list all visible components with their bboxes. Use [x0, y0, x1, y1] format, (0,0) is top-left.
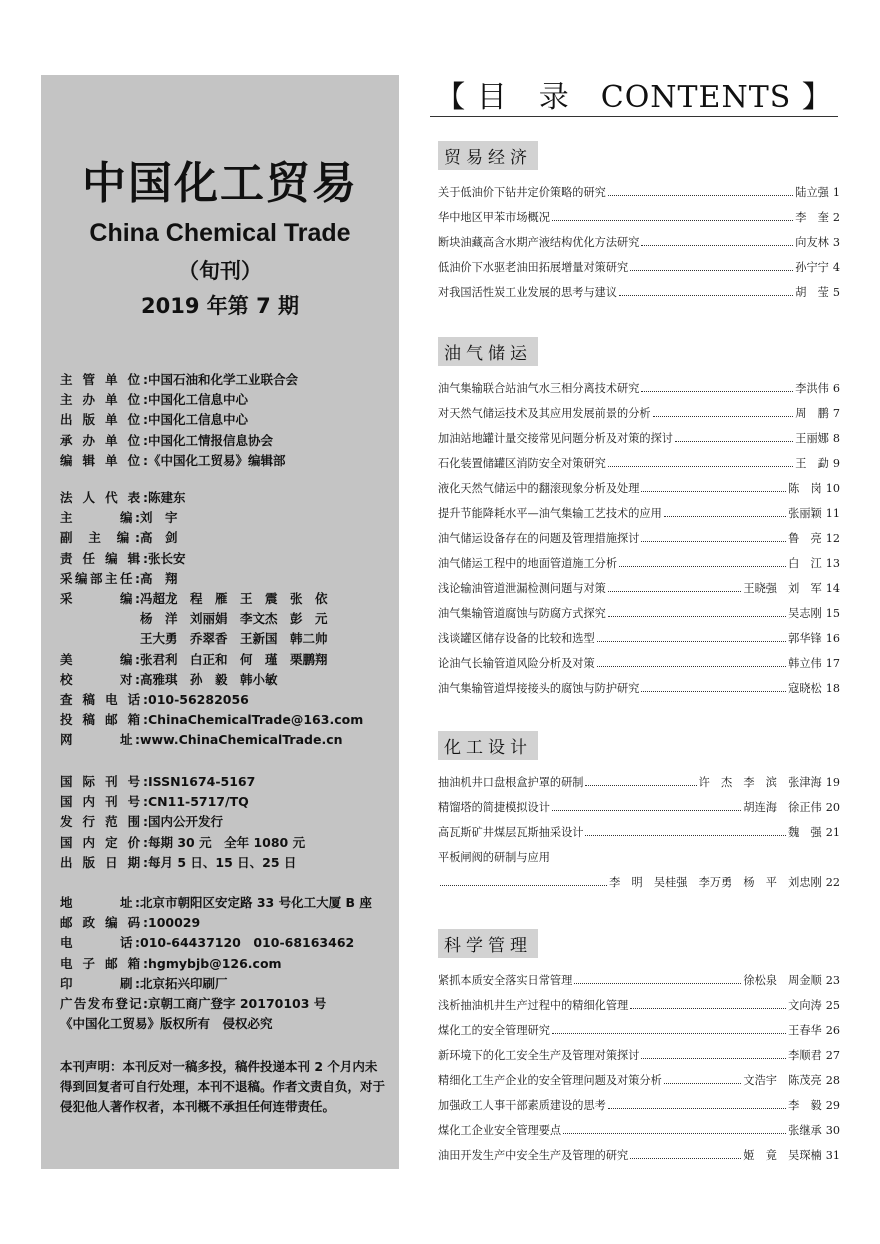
toc-entry[interactable] [438, 1022, 840, 1047]
dot-leader [608, 194, 793, 196]
info-label: 校 对: [60, 671, 140, 687]
toc-entry-page: 9 [832, 457, 840, 470]
toc-entry-page: 30 [825, 1124, 840, 1137]
toc-entry[interactable] [438, 655, 840, 680]
toc-entry[interactable] [438, 405, 840, 430]
toc-entry[interactable] [438, 284, 840, 309]
journal-title-en: China Chemical Trade [89, 219, 351, 247]
info-label: 地 址: [60, 895, 140, 910]
info-label: 发 行 范 围: [60, 814, 148, 830]
toc-entry-title: 浅谈罐区储存设备的比较和选型 [438, 632, 595, 645]
toc-entry-title: 对天然气储运技术及其应用发展前景的分析 [438, 407, 651, 420]
toc-entry-title: 新环境下的化工安全生产及管理对策探讨 [438, 1049, 640, 1062]
dot-leader [630, 269, 793, 271]
toc-entry-author: 胡连海 徐正伟 [743, 801, 822, 814]
toc-entry[interactable] [438, 530, 840, 555]
dot-leader [641, 1057, 786, 1059]
dot-leader [585, 784, 696, 786]
info-row [60, 569, 363, 589]
info-row [60, 629, 363, 649]
toc-entry-title: 低油价下水驱老油田拓展增量对策研究 [438, 261, 629, 274]
toc-entry-page: 13 [825, 557, 840, 570]
section-chemical-design [438, 731, 840, 899]
info-value: 刘 宇 [140, 510, 178, 526]
toc-entry-author: 鲁 亮 [788, 532, 822, 545]
dot-leader [630, 1157, 741, 1159]
toc-entry-page: 10 [825, 482, 840, 495]
info-label: 国 际 刊 号: [60, 774, 148, 789]
info-row [60, 549, 363, 569]
toc-entry-page: 19 [825, 776, 840, 789]
toc-entry-page: 27 [825, 1049, 840, 1062]
toc-entry-author: 张丽颖 [788, 507, 822, 520]
toc-entry[interactable] [438, 997, 840, 1022]
dot-leader [630, 1007, 786, 1009]
toc-entry-author: 文向涛 [788, 999, 822, 1012]
toc-entry[interactable] [438, 774, 840, 799]
info-row [60, 913, 372, 933]
toc-entry-title: 平板闸阀的研制与应用 [438, 851, 550, 864]
info-label: 美 编: [60, 651, 140, 667]
toc-entry-author: 孙宁宁 [795, 261, 829, 274]
publisher-info [60, 370, 298, 471]
toc-entry[interactable] [438, 1072, 840, 1097]
info-value: 杨 洋 刘丽娟 李文杰 彭 元 [140, 611, 328, 627]
dot-leader [608, 1107, 786, 1109]
toc-entry-title: 液化天然气储运中的翻滚现象分析及处理 [438, 482, 640, 495]
info-value: 中国化工信息中心 [148, 412, 249, 428]
info-label: 查 稿 电 话: [60, 692, 148, 708]
info-value: 北京拓兴印刷厂 [140, 975, 228, 991]
toc-entry-title: 油田开发生产中安全生产及管理的研究 [438, 1149, 629, 1162]
toc-entry-title: 对我国活性炭工业发展的思考与建议 [438, 286, 618, 299]
toc-entry-title: 高瓦斯矿井煤层瓦斯抽采设计 [438, 826, 584, 839]
info-label: 印 刷: [60, 975, 140, 991]
info-label: 电 话: [60, 935, 140, 951]
toc-entry-author: 向友林 [795, 236, 829, 249]
dot-leader [675, 440, 793, 442]
toc-entry-author: 徐松泉 周金顺 [743, 974, 822, 987]
info-label: 责 任 编 辑: [60, 550, 148, 566]
dot-leader [563, 1132, 786, 1134]
toc-entry-page: 25 [825, 999, 840, 1012]
info-label: 电 子 邮 箱: [60, 955, 148, 971]
toc-entry-title: 精细化工生产企业的安全管理问题及对策分析 [438, 1074, 662, 1087]
toc-entry[interactable] [438, 380, 840, 405]
info-value: hgmybjb@126.com [148, 955, 282, 971]
info-label: 广告发布登记: [60, 996, 148, 1012]
toc-entry-author: 陆立强 [795, 186, 829, 199]
toc-entry-title: 石化装置储罐区消防安全对策研究 [438, 457, 606, 470]
info-value: www.ChinaChemicalTrade.cn [140, 732, 343, 748]
toc-entry-author: 李顺君 [788, 1049, 822, 1062]
dot-leader [574, 982, 741, 984]
toc-entry-author: 李 明 吴桂强 李万勇 杨 平 刘忠刚 [609, 876, 822, 889]
contact-info [60, 893, 372, 1034]
toc-entry-author: 周 鹏 [795, 407, 829, 420]
info-row [60, 488, 363, 508]
info-value: 010-56282056 [148, 692, 249, 708]
toc-entry-author: 李 奎 [795, 211, 829, 224]
toc-entry-author: 许 杰 李 滨 张津海 [698, 776, 822, 789]
toc-entry-author: 王丽娜 [795, 432, 829, 445]
toc-entry[interactable] [438, 1147, 840, 1172]
info-value: 每月 5 日、15 日、25 日 [148, 854, 297, 870]
info-row [60, 994, 372, 1014]
info-label: 承 办 单 位: [60, 432, 148, 448]
info-value: 高雅琪 孙 毅 韩小敏 [140, 671, 278, 687]
toc-entry[interactable] [438, 209, 840, 234]
info-row [60, 812, 305, 832]
toc-entry[interactable] [438, 455, 840, 480]
info-label: 主 办 单 位: [60, 392, 148, 408]
toc-entry-page: 23 [825, 974, 840, 987]
toc-entry-page: 16 [825, 632, 840, 645]
section-trade-economy [438, 141, 840, 309]
dot-leader [619, 294, 793, 296]
toc-entry-page: 15 [825, 607, 840, 620]
info-label: 出 版 日 期: [60, 854, 148, 870]
section-title: 化工设计 [438, 731, 538, 760]
section-title: 油气储运 [438, 337, 538, 366]
toc-entry-title: 紧抓本质安全落实日常管理 [438, 974, 573, 987]
info-label [60, 609, 140, 629]
info-label: 邮 政 编 码: [60, 915, 148, 931]
info-row [60, 710, 363, 730]
toc-entry-title: 煤化工的安全管理研究 [438, 1024, 550, 1037]
toc-entry[interactable] [438, 680, 840, 705]
dot-leader [653, 415, 794, 417]
info-row [60, 451, 298, 471]
dot-leader [664, 515, 786, 517]
dot-leader [641, 540, 786, 542]
toc-entry[interactable] [438, 1122, 840, 1147]
info-row [60, 390, 298, 410]
dot-leader [552, 1032, 786, 1034]
info-value: ISSN1674-5167 [148, 774, 256, 789]
toc-entry-title: 精馏塔的简捷模拟设计 [438, 801, 550, 814]
info-label: 网 址: [60, 732, 140, 748]
info-value: 冯超龙 程 雁 王 震 张 依 [140, 591, 328, 607]
toc-entry-author: 王 勐 [795, 457, 829, 470]
info-value: 张长安 [148, 550, 186, 566]
toc-entry-author: 王晓强 刘 军 [743, 582, 822, 595]
toc-entry-author: 吴志刚 [788, 607, 822, 620]
issue-info [60, 772, 305, 873]
info-row [60, 1014, 372, 1034]
toc-entry-title: 论油气长输管道风险分析及对策 [438, 657, 595, 670]
info-value: 每期 30 元 全年 1080 元 [148, 834, 306, 850]
info-row [60, 431, 298, 451]
toc-entry-page: 17 [825, 657, 840, 670]
dot-leader [641, 390, 793, 392]
toc-entry-title: 华中地区甲苯市场概况 [438, 211, 550, 224]
section-oil-gas-storage [438, 337, 840, 705]
toc-entry-title: 油气集输管道焊接接头的腐蚀与防护研究 [438, 682, 640, 695]
dot-leader [608, 590, 742, 592]
contents-heading-text: 【 目 录 CONTENTS 】 [435, 80, 833, 115]
info-row [60, 650, 363, 670]
toc-entry-author: 魏 强 [788, 826, 822, 839]
info-label: 采 编: [60, 591, 140, 607]
journal-title-cn: 中国化工贸易 [82, 158, 358, 209]
info-row [60, 974, 372, 994]
info-value: 国内公开发行 [148, 814, 224, 830]
toc-entry-author: 寇晓松 [788, 682, 822, 695]
toc-entry-author: 陈 岗 [788, 482, 822, 495]
info-row [60, 933, 372, 953]
contents-heading [430, 68, 838, 117]
dot-leader [608, 465, 793, 467]
editorial-info [60, 488, 363, 751]
info-value: 高 翔 [140, 570, 178, 586]
section-science-management [438, 929, 840, 1172]
info-value: 张君利 白正和 何 瑾 栗鹏翔 [140, 651, 328, 667]
toc-entry-author: 文浩宇 陈茂亮 [743, 1074, 822, 1087]
toc-entry-page: 1 [832, 186, 840, 199]
toc-entry-page: 29 [825, 1099, 840, 1112]
info-label: 国 内 刊 号: [60, 794, 148, 810]
toc-entry-title: 浅析抽油机井生产过程中的精细化管理 [438, 999, 629, 1012]
info-row [60, 690, 363, 710]
toc-entry[interactable] [438, 874, 840, 899]
toc-entry[interactable] [438, 580, 840, 605]
dot-leader [608, 615, 786, 617]
toc-entry-page: 6 [832, 382, 840, 395]
toc-entry-author: 胡 莹 [795, 286, 829, 299]
toc-entry-author: 李 毅 [788, 1099, 822, 1112]
toc-entry-page: 22 [825, 876, 840, 889]
toc-entry-page: 31 [825, 1149, 840, 1162]
info-row [60, 508, 363, 528]
copyright-notice: 本刊声明：本刊反对一稿多投，稿件投递本刊 2 个月内未得到回复者可自行处理，本刊不退稿。作者文责自负，对于侵犯他人著作权者，本刊概不承担任何连带责任。 [60, 1059, 386, 1114]
toc-entry[interactable] [438, 555, 840, 580]
toc-entry[interactable] [438, 972, 840, 997]
info-label: 出 版 单 位: [60, 412, 148, 428]
info-value: 高 剑 [140, 530, 178, 546]
dot-leader [440, 884, 607, 886]
dot-leader [641, 690, 786, 692]
info-row [60, 792, 305, 812]
toc-entry-page: 26 [825, 1024, 840, 1037]
dot-leader [619, 565, 786, 567]
toc-entry-author: 张继承 [788, 1124, 822, 1137]
toc-entry-title: 断块油藏高含水期产液结构优化方法研究 [438, 236, 640, 249]
toc-entry-title: 加强政工人事干部素质建设的思考 [438, 1099, 606, 1112]
toc-entry-title: 加油站地罐计量交接常见问题分析及对策的探讨 [438, 432, 673, 445]
dot-leader [552, 219, 793, 221]
info-value: 中国化工情报信息协会 [148, 432, 274, 448]
toc-entry-page: 7 [832, 407, 840, 420]
toc-entry-title: 油气集输联合站油气水三相分离技术研究 [438, 382, 640, 395]
journal-issue: 2019 年第 7 期 [141, 294, 299, 318]
dot-leader [641, 244, 793, 246]
info-label: 投 稿 邮 箱: [60, 712, 148, 728]
info-label: 国 内 定 价: [60, 834, 148, 850]
toc-entry[interactable] [438, 1097, 840, 1122]
dot-leader [664, 1082, 742, 1084]
toc-entry[interactable] [438, 849, 840, 874]
toc-entry[interactable] [438, 234, 840, 259]
info-value: 中国化工信息中心 [148, 392, 249, 408]
toc-entry-page: 28 [825, 1074, 840, 1087]
toc-entry-author: 郭华锋 [788, 632, 822, 645]
info-value: 陈建东 [148, 490, 186, 505]
toc-entry[interactable] [438, 630, 840, 655]
toc-entry[interactable] [438, 184, 840, 209]
journal-frequency: （旬刊） [178, 259, 262, 283]
info-row [60, 609, 363, 629]
masthead-panel [41, 75, 399, 1169]
info-row [60, 730, 363, 750]
info-label: 编 辑 单 位: [60, 452, 148, 468]
toc-entry-title: 油气储运工程中的地面管道施工分析 [438, 557, 618, 570]
info-value: 《中国化工贸易》版权所有 侵权必究 [60, 1016, 273, 1032]
toc-entry-title: 油气集输管道腐蚀与防腐方式探究 [438, 607, 606, 620]
info-label: 法 人 代 表: [60, 490, 148, 505]
info-row [60, 853, 305, 873]
toc-entry-page: 11 [825, 507, 840, 520]
info-row [60, 833, 305, 853]
toc-entry-page: 5 [832, 286, 840, 299]
toc-entry-page: 8 [832, 432, 840, 445]
toc-entry-title: 提升节能降耗水平—油气集输工艺技术的应用 [438, 507, 662, 520]
toc-entry-page: 21 [825, 826, 840, 839]
toc-entry[interactable] [438, 605, 840, 630]
dot-leader [641, 490, 786, 492]
toc-entry-page: 14 [825, 582, 840, 595]
toc-entry[interactable] [438, 824, 840, 849]
toc-entry-author: 白 江 [788, 557, 822, 570]
info-label: 采编部主任: [60, 570, 140, 586]
info-value: 010-64437120 010-68163462 [140, 935, 355, 951]
toc-entry-title: 抽油机井口盘根盒护罩的研制 [438, 776, 584, 789]
info-row [60, 772, 305, 792]
toc-entry-author: 李洪伟 [795, 382, 829, 395]
info-value: 王大勇 乔翠香 王新国 韩二帅 [140, 631, 328, 647]
info-row [60, 589, 363, 609]
toc-entry-page: 2 [832, 211, 840, 224]
toc-entry-title: 油气储运设备存在的问题及管理措施探讨 [438, 532, 640, 545]
info-row [60, 410, 298, 430]
info-value: 《中国化工贸易》编辑部 [148, 452, 286, 468]
toc-entry[interactable] [438, 505, 840, 530]
info-row [60, 670, 363, 690]
toc-entry-author: 韩立伟 [788, 657, 822, 670]
toc-entry-page: 18 [825, 682, 840, 695]
info-label: 主 管 单 位: [60, 372, 148, 387]
info-label: 副 主 编: [60, 530, 140, 546]
toc-entry[interactable] [438, 430, 840, 455]
toc-entry-title: 浅论输油管道泄漏检测问题与对策 [438, 582, 606, 595]
dot-leader [552, 809, 742, 811]
toc-entry-page: 4 [832, 261, 840, 274]
section-title: 科学管理 [438, 929, 538, 958]
info-label [60, 629, 140, 649]
info-value: 100029 [148, 915, 201, 931]
info-row [60, 528, 363, 548]
info-row [60, 893, 372, 913]
toc-entry-page: 12 [825, 532, 840, 545]
section-title: 贸易经济 [438, 141, 538, 170]
info-value: 中国石油和化学工业联合会 [148, 372, 299, 387]
info-row [60, 954, 372, 974]
toc-entry-title: 关于低油价下钻井定价策略的研究 [438, 186, 606, 199]
info-value: ChinaChemicalTrade@163.com [148, 712, 364, 728]
dot-leader [597, 640, 787, 642]
toc-entry-title: 煤化工企业安全管理要点 [438, 1124, 562, 1137]
dot-leader [597, 665, 787, 667]
info-value: CN11-5717/TQ [148, 794, 249, 810]
toc-entry-page: 20 [825, 801, 840, 814]
toc-entry-author: 王春华 [788, 1024, 822, 1037]
toc-entry[interactable] [438, 1047, 840, 1072]
toc-entry-author: 姬 竟 吴琛楠 [743, 1149, 822, 1162]
toc-entry[interactable] [438, 480, 840, 505]
info-label: 主 编: [60, 510, 140, 526]
info-value: 京朝工商广登字 20170103 号 [148, 996, 327, 1012]
toc-entry[interactable] [438, 259, 840, 284]
toc-entry-page: 3 [832, 236, 840, 249]
toc-entry[interactable] [438, 799, 840, 824]
info-row [60, 370, 298, 390]
dot-leader [585, 834, 786, 836]
info-value: 北京市朝阳区安定路 33 号化工大厦 B 座 [140, 895, 372, 910]
